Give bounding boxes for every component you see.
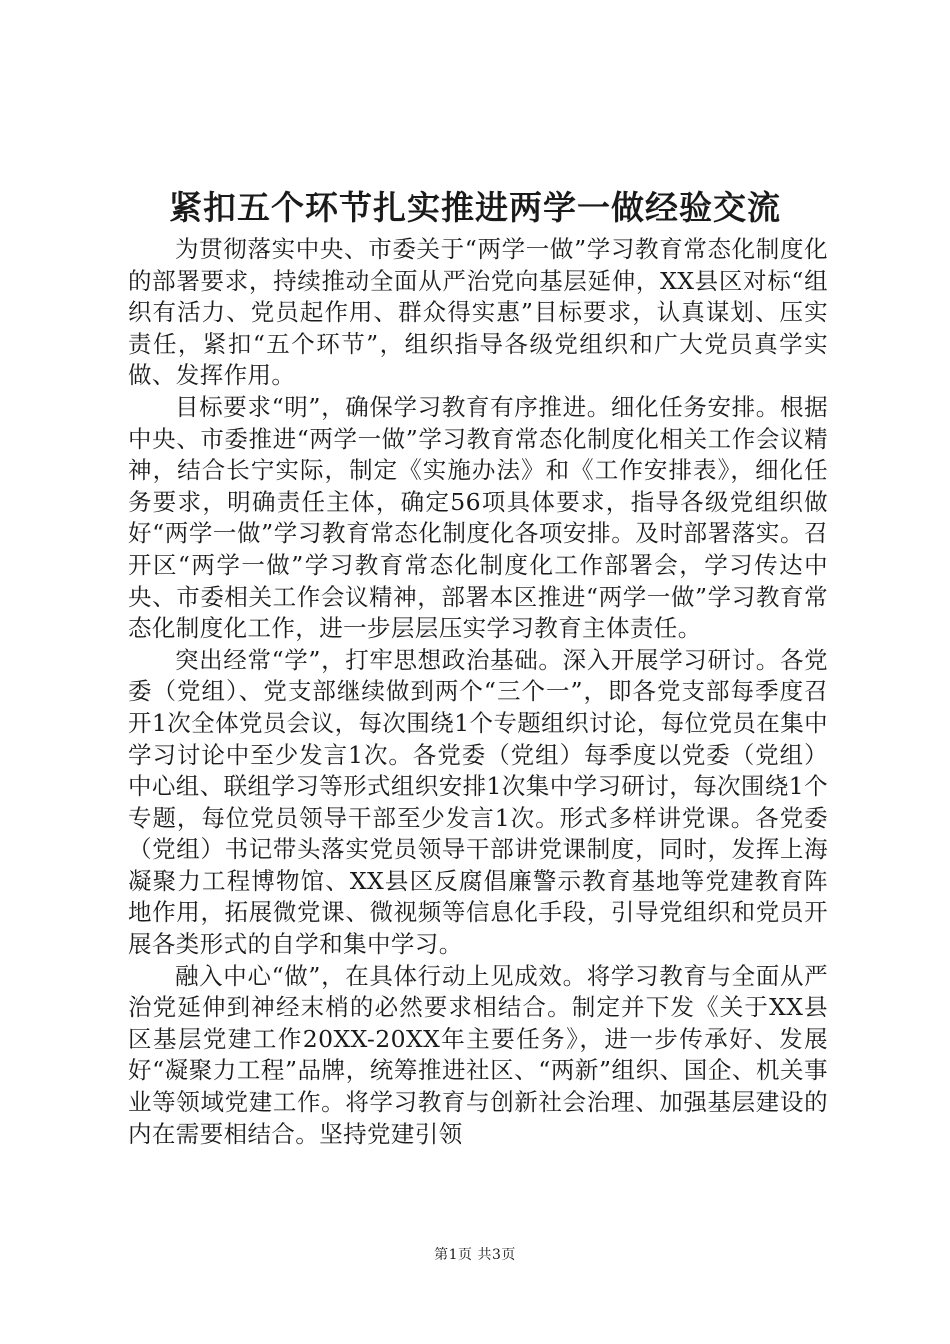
paragraph-action: 融入中心“做”，在具体行动上见成效。将学习教育与全面从严治党延伸到神经末梢的必然要求相结合。制定并下发《关于XX县区基层党建工作20XX-20XX年主要任务》，进一步传承好、发展好“凝聚力工程”品牌，统筹推进社区、“两新”组织、国企、机关事业等领域党建工作。将学习教育与创新社会治理、加强基层建设的内在需要相结合。坚持党建引领 (128, 961, 828, 1148)
paragraph-goals: 目标要求“明”，确保学习教育有序推进。细化任务安排。根据中央、市委推进“两学一做”学习教育常态化制度化相关工作会议精神，结合长宁实际，制定《实施办法》和《工作安排表》，细化任务要求，明确责任主体，确定56项具体要求，指导各级党组织做好“两学一做”学习教育常态化制度化各项安排。及时部署落实。召开区“两学一做”学习教育常态化制度化工作部署会，学习传达中央、市委相关工作会议精神，部署本区推进“两学一做”学习教育常态化制度化工作，进一步层层压实学习教育主体责任。 (128, 392, 828, 643)
document-body (128, 234, 828, 1150)
paragraph-intro: 为贯彻落实中央、市委关于“两学一做”学习教育常态化制度化的部署要求，持续推动全面从严治党向基层延伸，XX县区对标“组织有活力、党员起作用、群众得实惠”目标要求，认真谋划、压实责任，紧扣“五个环节”，组织指导各级党组织和广大党员真学实做、发挥作用。 (128, 235, 828, 390)
page-footer: 第1页 共3页 (434, 1247, 516, 1263)
document-title: 紧扣五个环节扎实推进两学一做经验交流 (169, 188, 781, 227)
paragraph-study: 突出经常“学”，打牢思想政治基础。深入开展学习研讨。各党委（党组）、党支部继续做到两个“三个一”，即各党支部每季度召开1次全体党员会议，每次围绕1个专题组织讨论，每位党员在集中学习讨论中至少发言1次。各党委（党组）每季度以党委（党组）中心组、联组学习等形式组织安排1次集中学习研讨，每次围绕1个专题，每位党员领导干部至少发言1次。形式多样讲党课。各党委（党组）书记带头落实党员领导干部讲党课制度，同时，发挥上海凝聚力工程博物馆、XX县区反腐倡廉警示教育基地等党建教育阵地作用，拓展微党课、微视频等信息化手段，引导党组织和党员开展各类形式的自学和集中学习。 (128, 645, 828, 959)
